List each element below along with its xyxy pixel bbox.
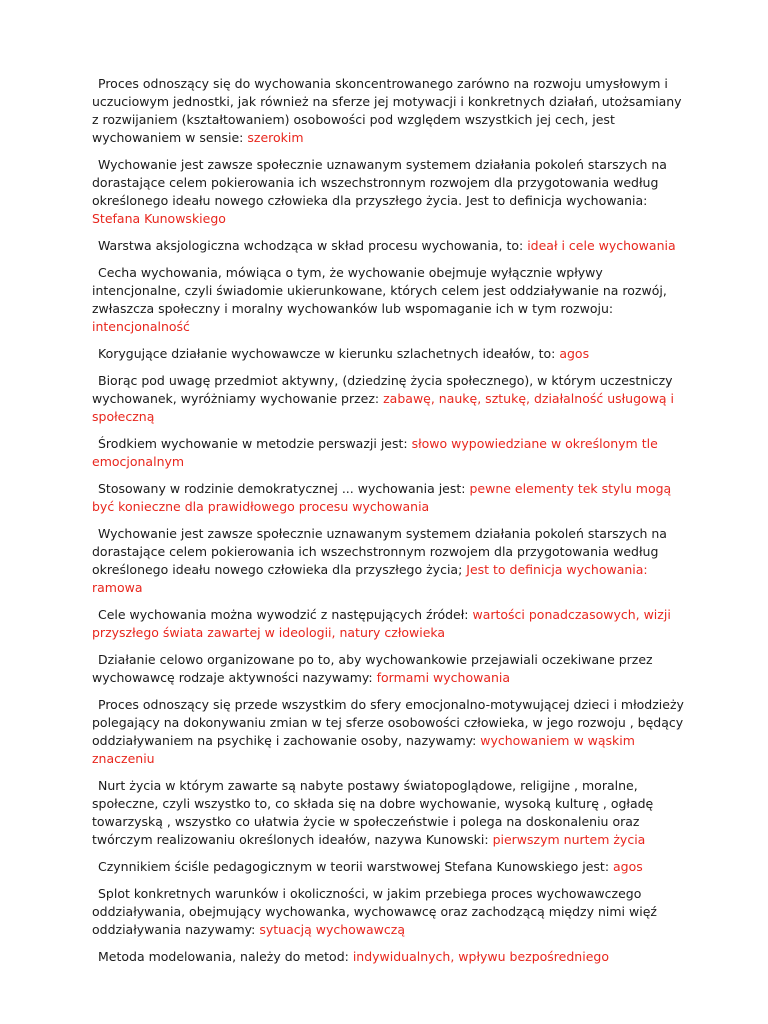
qa-item [92,264,684,336]
question-text: Korygujące działanie wychowawcze w kierunku szlachetnych ideałów, to: [98,346,560,361]
qa-item [92,948,684,966]
qa-item [92,696,684,768]
qa-item [92,651,684,687]
document-page [92,75,684,975]
qa-item [92,345,684,363]
question-text: Wychowanie jest zawsze społecznie uznawanym systemem działania pokoleń starszych na dorastające celem pokierowania ich wszechstronnym rozwojem dla przygotowania według określonego ideału nowego człowieka dla przyszłego życia. Jest to definicja wychowania: [92,157,667,208]
question-text: Metoda modelowania, należy do metod: [98,949,353,964]
answer-text: Stefana Kunowskiego [92,211,226,226]
answer-text: ideał i cele wychowania [527,238,676,253]
answer-text: Jest to definicja wychowania: ramowa [92,562,648,595]
qa-item [92,885,684,939]
answer-text: agos [613,859,643,874]
answer-text: agos [559,346,590,361]
answer-text: pierwszym nurtem życia [492,832,646,847]
qa-item [92,858,684,876]
question-text: Splot konkretnych warunków i okoliczności, w jakim przebiega proces wychowawczego oddziaływania, obejmujący wychowanka, wychowawcę oraz zachodzącą między nimi więź oddziaływania nazywamy: [92,886,657,937]
qa-item [92,75,684,147]
question-text: Proces odnoszący się przede wszystkim do sfery emocjonalno-motywującej dzieci i młodzieży polegający na dokonywaniu zmian w tej sferze osobowości człowieka, w jego rozwoju , będący oddziaływaniem na psychikę i zachowanie osoby, nazywamy: [92,697,684,748]
qa-item [92,372,684,426]
question-text: Czynnikiem ściśle pedagogicznym w teorii warstwowej Stefana Kunowskiego jest: [98,859,614,874]
qa-item [92,237,684,255]
answer-text: sytuacją wychowawczą [259,922,405,937]
answer-text: indywidualnych, wpływu bezpośredniego [352,949,609,964]
answer-text: słowo wypowiedziane w określonym tle emocjonalnym [92,436,658,469]
answer-text: wychowaniem w wąskim znaczeniu [92,733,635,766]
qa-item [92,777,684,849]
question-text: Nurt życia w którym zawarte są nabyte postawy światopoglądowe, religijne , moralne, społeczne, czyli wszystko to, co składa się na dobre wychowanie, wysoką kulturę , ogładę towarzyską , wszystko co ułatwia życie w społeczeństwie i polega na doskonaleniu oraz twórczym realizowaniu określonych ideałów, nazywa Kunowski: [92,778,654,847]
qa-item [92,435,684,471]
answer-text: wartości ponadczasowych, wizji przyszłego świata zawartej w ideologii, natury człowieka [92,607,671,640]
question-text: Proces odnoszący się do wychowania skoncentrowanego zarówno na rozwoju umysłowym i uczuciowym jednostki, jak również na sferze jej motywacji i konkretnych działań, utożsamiany z rozwijaniem (kształtowaniem) osobowości pod względem wszystkich jej cech, jest wychowaniem w sensie: [92,76,682,145]
answer-text: intencjonalność [92,319,190,334]
question-text: Cecha wychowania, mówiąca o tym, że wychowanie obejmuje wyłącznie wpływy intencjonalne, czyli świadomie ukierunkowane, których celem jest oddziaływanie na rozwój, zwłaszcza społeczny i moralny wychowanków lub wspomaganie ich w tym rozwoju: [92,265,667,316]
qa-item [92,606,684,642]
qa-item [92,525,684,597]
answer-text: szerokim [247,130,304,145]
qa-item [92,480,684,516]
question-text: Wychowanie jest zawsze społecznie uznawanym systemem działania pokoleń starszych na dorastające celem pokierowania ich wszechstronnym rozwojem dla przygotowania według określonego ideału nowego człowieka dla przyszłego życia; [92,526,667,577]
question-text: Działanie celowo organizowane po to, aby wychowankowie przejawiali oczekiwane przez wychowawcę rodzaje aktywności nazywamy: [92,652,653,685]
question-text: Warstwa aksjologiczna wchodząca w skład procesu wychowania, to: [98,238,528,253]
question-text: Stosowany w rodzinie demokratycznej ... wychowania jest: [98,481,470,496]
answer-text: formami wychowania [376,670,511,685]
question-text: Biorąc pod uwagę przedmiot aktywny, (dziedzinę życia społecznego), w którym uczestniczy wychowanek, wyróżniamy wychowanie przez: [92,373,673,406]
qa-item [92,156,684,228]
answer-text: zabawę, naukę, sztukę, działalność usługową i społeczną [92,391,675,424]
question-text: Cele wychowania można wywodzić z następujących źródeł: [98,607,473,622]
question-text: Środkiem wychowanie w metodzie perswazji jest: [98,436,412,451]
answer-text: pewne elementy tek stylu mogą być konieczne dla prawidłowego procesu wychowania [92,481,672,514]
